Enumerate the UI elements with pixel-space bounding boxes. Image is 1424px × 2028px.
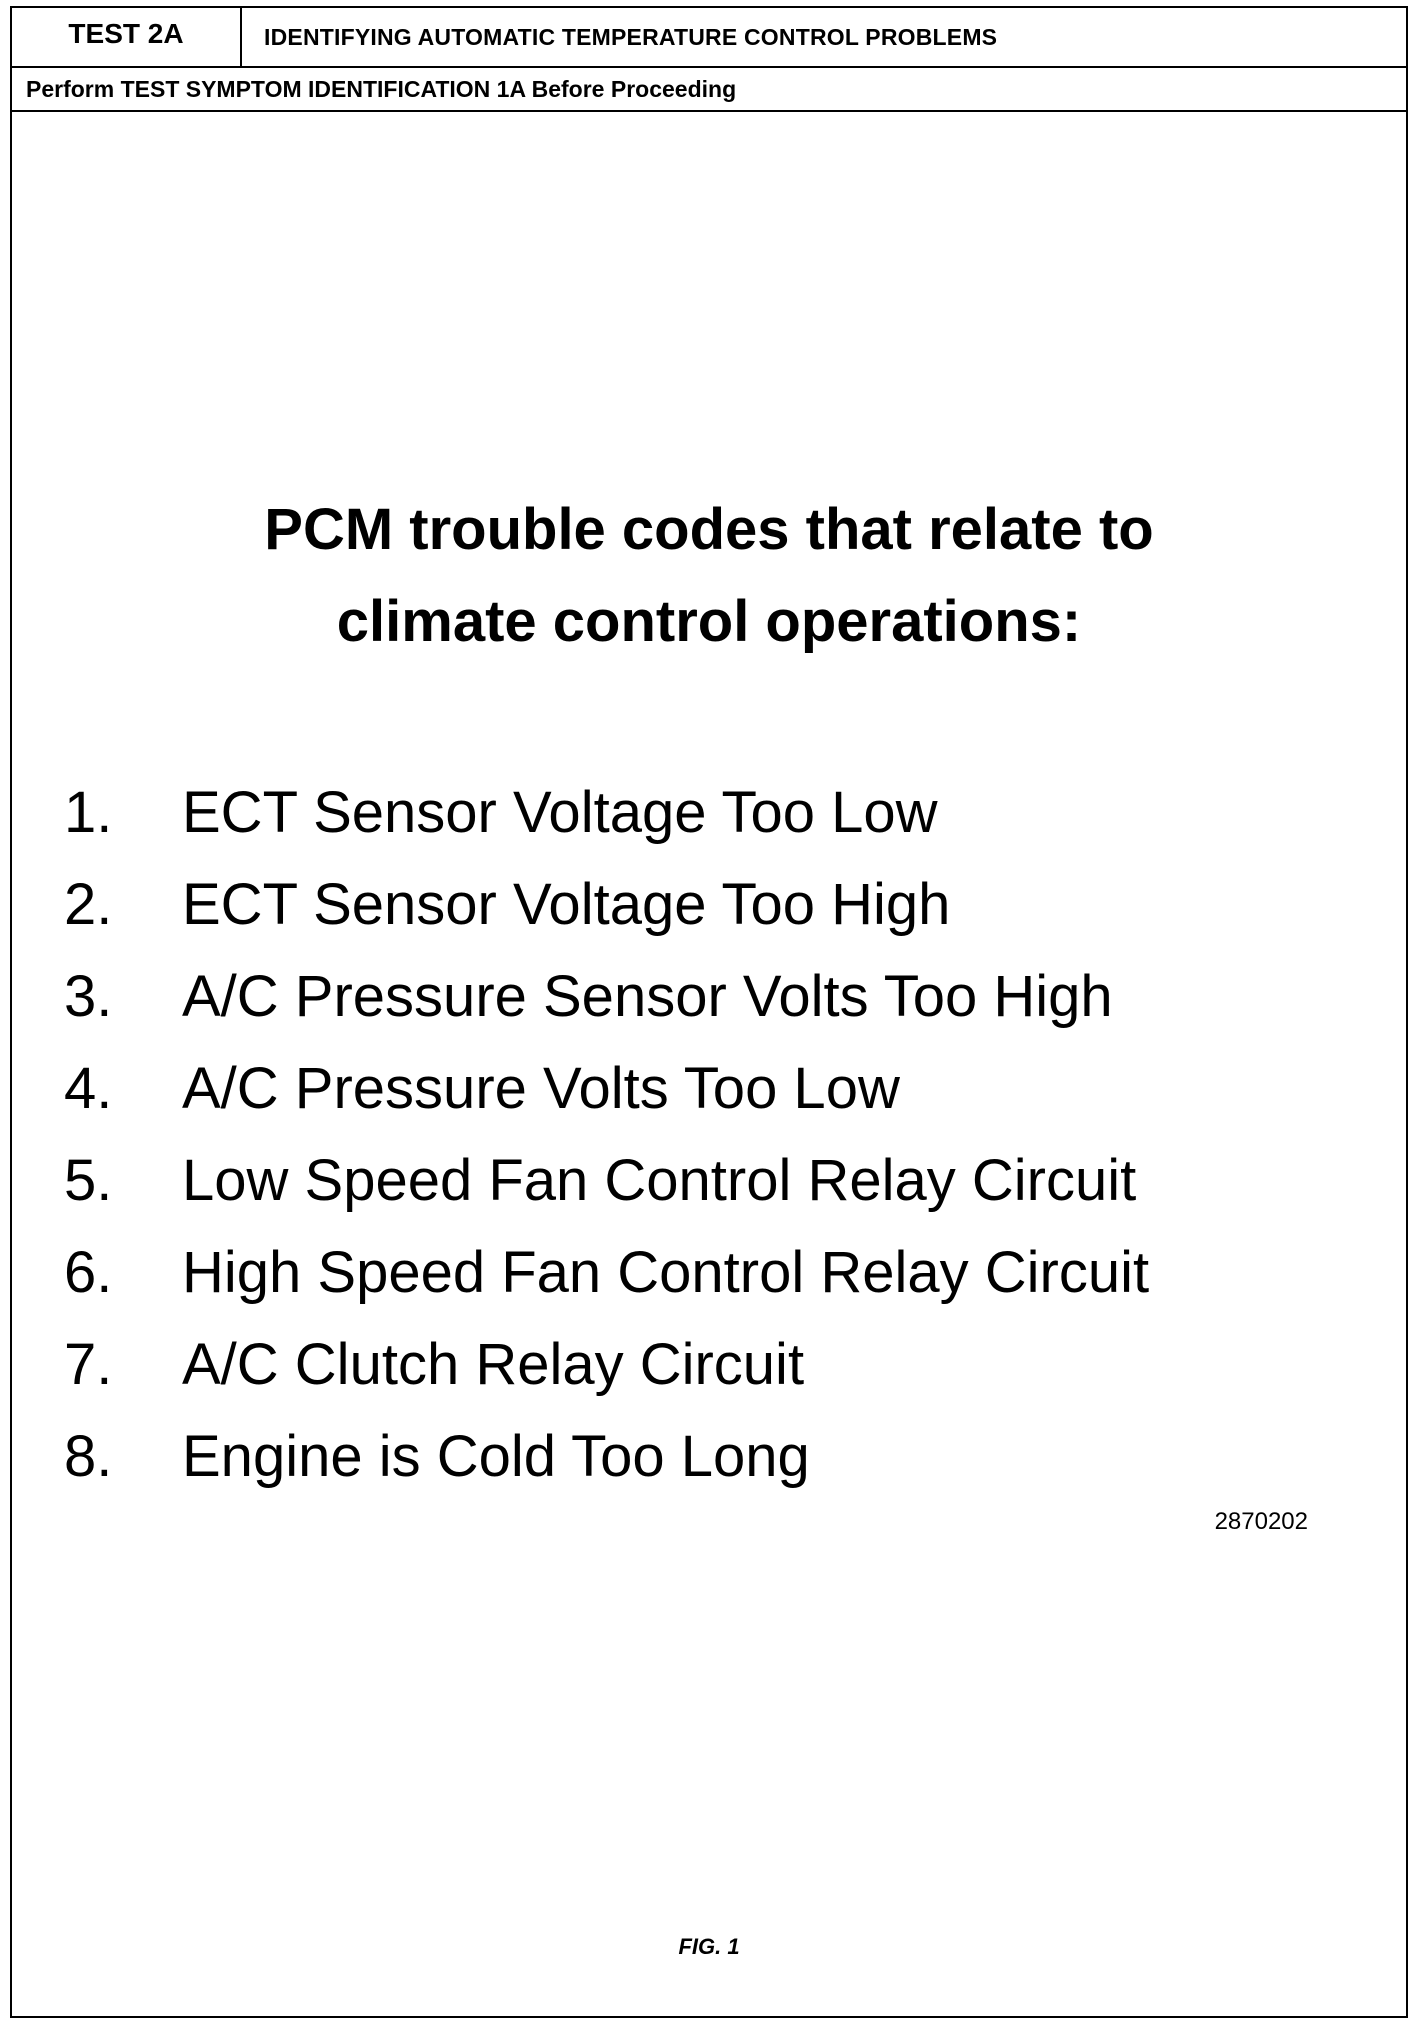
list-item-text: A/C Clutch Relay Circuit bbox=[182, 1331, 805, 1397]
heading-line-2: climate control operations: bbox=[336, 589, 1082, 654]
list-item-number: 8. bbox=[64, 1423, 113, 1489]
list-item-number: 7. bbox=[64, 1331, 113, 1397]
image-reference-code: 2870202 bbox=[1214, 1508, 1308, 1535]
test-title: IDENTIFYING AUTOMATIC TEMPERATURE CONTROL PROBLEMS bbox=[264, 23, 998, 50]
list-item-number: 6. bbox=[64, 1239, 113, 1305]
list-item bbox=[64, 1318, 1149, 1410]
list-item-text: ECT Sensor Voltage Too Low bbox=[182, 779, 938, 845]
list-item-number: 2. bbox=[64, 871, 113, 937]
list-item bbox=[64, 1226, 1149, 1318]
list-item bbox=[64, 1410, 1149, 1502]
instruction-line: Perform TEST SYMPTOM IDENTIFICATION 1A Before Proceeding bbox=[12, 68, 1406, 112]
page-heading bbox=[12, 484, 1406, 668]
list-item-number: 3. bbox=[64, 963, 113, 1029]
list-item bbox=[64, 1042, 1149, 1134]
header-row bbox=[12, 8, 1406, 68]
page-frame bbox=[10, 6, 1408, 2018]
list-item-text: High Speed Fan Control Relay Circuit bbox=[182, 1239, 1150, 1305]
list-item-text: Engine is Cold Too Long bbox=[182, 1423, 810, 1489]
test-id: TEST 2A bbox=[12, 8, 242, 66]
list-item-text: A/C Pressure Sensor Volts Too High bbox=[182, 963, 1113, 1029]
trouble-code-list bbox=[64, 766, 1149, 1502]
heading-line-1: PCM trouble codes that relate to bbox=[264, 497, 1154, 562]
list-item-text: ECT Sensor Voltage Too High bbox=[182, 871, 951, 937]
list-item-number: 4. bbox=[64, 1055, 113, 1121]
list-item bbox=[64, 766, 1149, 858]
list-item bbox=[64, 1134, 1149, 1226]
list-item-text: Low Speed Fan Control Relay Circuit bbox=[182, 1147, 1137, 1213]
list-item bbox=[64, 858, 1149, 950]
list-item bbox=[64, 950, 1149, 1042]
figure-label: FIG. 1 bbox=[678, 1934, 740, 1959]
list-item-text: A/C Pressure Volts Too Low bbox=[182, 1055, 900, 1121]
list-item-number: 1. bbox=[64, 779, 113, 845]
list-item-number: 5. bbox=[64, 1147, 113, 1213]
